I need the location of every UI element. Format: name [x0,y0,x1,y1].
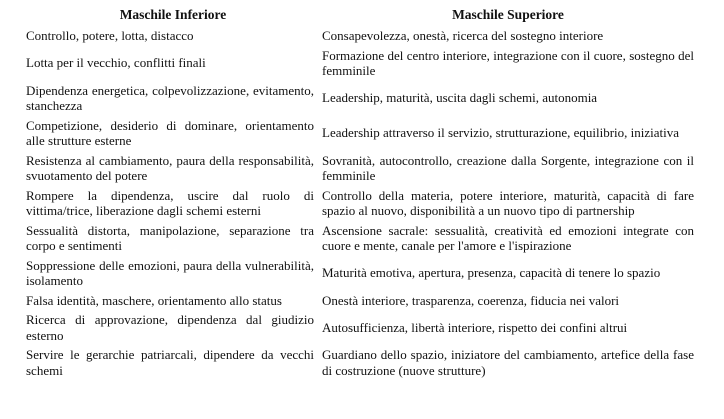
cell-inferiore: Dipendenza energetica, colpevolizzazione, evitamento, stanchezza [26,82,314,113]
cell-inferiore: Rompere la dipendenza, uscire dal ruolo di vittima/trice, liberazione dagli schemi esterni [26,187,314,218]
table-row [26,291,696,311]
table-row [26,256,696,291]
header-maschile-inferiore: Maschile Inferiore [119,7,227,22]
cell-superiore: Leadership attraverso il servizio, strutturazione, equilibrio, iniziativa [322,125,680,141]
cell-superiore: Controllo della materia, potere interiore, maturità, capacità di fare spazio al nuovo, disponibilità a un nuovo tipo di partnership [322,187,694,218]
table-row [26,26,696,46]
cell-inferiore: Sessualità distorta, manipolazione, separazione tra corpo e sentimenti [26,222,314,253]
cell-inferiore: Resistenza al cambiamento, paura della responsabilità, svuotamento del potere [26,152,314,183]
table-row [26,46,696,81]
cell-superiore: Formazione del centro interiore, integrazione con il cuore, sostegno del femminile [322,47,694,78]
cell-inferiore: Lotta per il vecchio, conflitti finali [26,55,206,71]
cell-superiore: Onestà interiore, trasparenza, coerenza, fiducia nei valori [322,292,620,308]
cell-superiore: Autosufficienza, libertà interiore, rispetto dei confini altrui [322,319,628,335]
comparison-table [26,6,696,380]
cell-inferiore: Soppressione delle emozioni, paura della vulnerabilità, isolamento [26,257,314,288]
cell-inferiore: Competizione, desiderio di dominare, orientamento alle strutture esterne [26,117,314,148]
cell-superiore: Ascensione sacrale: sessualità, creatività ed emozioni integrate con cuore e mente, canale per l'amore e l'ispirazione [322,222,694,253]
cell-superiore: Guardiano dello spazio, iniziatore del cambiamento, artefice della fase di costruzione (nuove strutture) [322,347,694,378]
cell-superiore: Sovranità, autocontrollo, creazione dalla Sorgente, integrazione con il femminile [322,152,694,183]
table-row [26,186,696,221]
table-row [26,221,696,256]
cell-inferiore: Ricerca di approvazione, dipendenza dal giudizio esterno [26,312,314,343]
cell-superiore: Consapevolezza, onestà, ricerca del sostegno interiore [322,28,604,43]
cell-inferiore: Controllo, potere, lotta, distacco [26,28,194,43]
table-row [26,151,696,186]
cell-superiore: Leadership, maturità, uscita dagli schemi, autonomia [322,90,598,106]
cell-inferiore: Servire le gerarchie patriarcali, dipendere da vecchi schemi [26,347,314,378]
table-row [26,345,696,380]
table-row [26,81,696,116]
cell-inferiore: Falsa identità, maschere, orientamento allo status [26,292,282,308]
table-row [26,116,696,151]
table-header-row [26,6,696,26]
header-maschile-superiore: Maschile Superiore [452,7,564,22]
cell-superiore: Maturità emotiva, apertura, presenza, capacità di tenere lo spazio [322,265,661,281]
table-row [26,310,696,345]
